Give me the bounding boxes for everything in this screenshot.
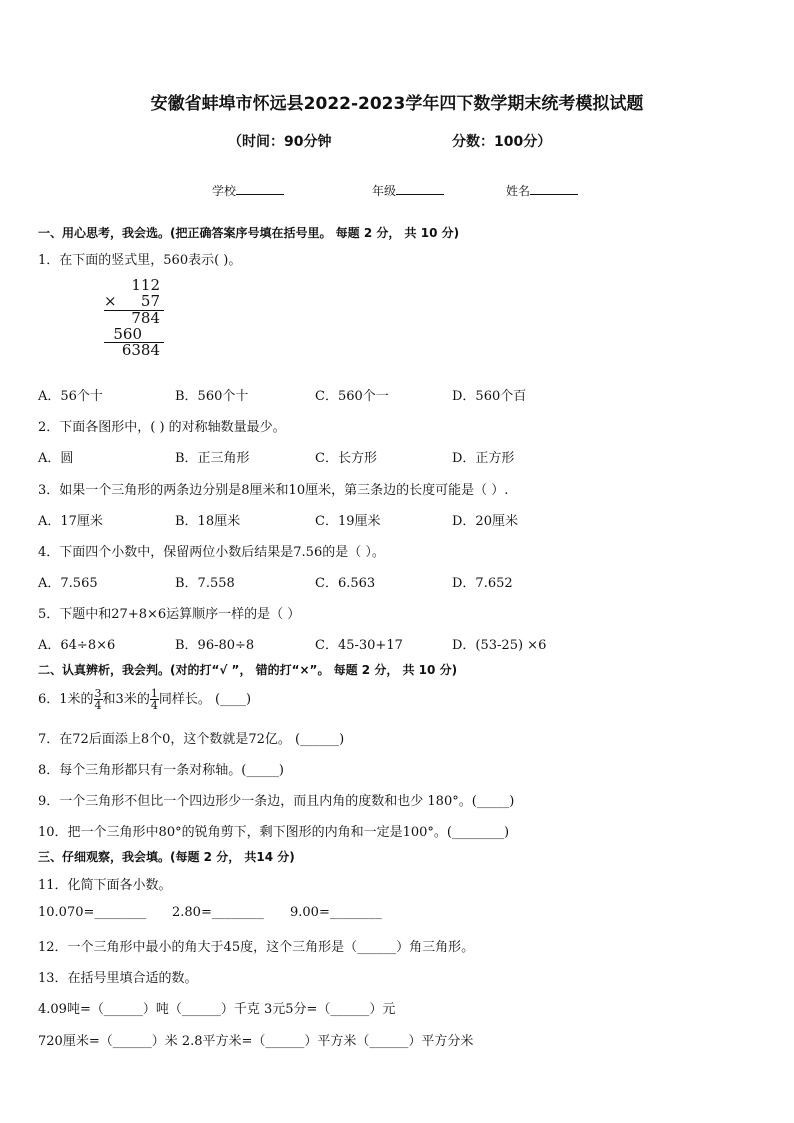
q4-option-a[interactable]: A．7.565 [38, 576, 98, 591]
question-10: 10．把一个三角形中80°的锐角剪下，剩下图形的内角和一定是100°。(________) [38, 825, 510, 840]
times-sign: × [104, 292, 117, 310]
q5-option-c[interactable]: C．45-30+17 [315, 638, 403, 653]
q3-option-a[interactable]: A．17厘米 [38, 514, 103, 529]
question-2: 2．下面各图形中，( ) 的对称轴数量最少。 [38, 420, 286, 435]
fraction-one-quarter [150, 688, 159, 711]
q13-line-2[interactable]: 720厘米=（______）米 2.8平方米=（______）平方米（______）平方分米 [38, 1034, 474, 1049]
question-7: 7．在72后面添上8个0，这个数就是72亿。 (______) [38, 732, 345, 747]
question-8: 8．每个三角形都只有一条对称轴。(_____) [38, 763, 284, 778]
q13-line-1[interactable]: 4.09吨=（______）吨（______）千克 3元5分=（______）元 [38, 1002, 396, 1017]
frac2-den: 4 [150, 699, 158, 712]
q4-option-b[interactable]: B．7.558 [175, 576, 235, 591]
q11-item-2[interactable]: 2.80=________ [172, 905, 264, 920]
question-3: 3．如果一个三角形的两条边分别是8厘米和10厘米，第三条边的长度可能是（ ）. [38, 483, 509, 498]
name-field[interactable] [506, 182, 578, 199]
mult-multiplier: 57 [140, 292, 160, 310]
mult-result: 6384 [121, 341, 160, 359]
section2-heading: 二、认真辨析，我会判。(对的打“√ ”， 错的打“×”。 每题 2 分， 共 10 分) [38, 663, 458, 677]
frac1-den: 4 [94, 699, 102, 712]
mult-partial-2: 560 [113, 325, 142, 343]
q3-option-c[interactable]: C．19厘米 [315, 514, 381, 529]
fraction-three-quarters [94, 688, 103, 711]
q2-option-b[interactable]: B．正三角形 [175, 451, 250, 466]
q2-option-c[interactable]: C．长方形 [315, 451, 377, 466]
mult-partial-1: 784 [131, 309, 160, 327]
q6-pre: 6．1米的 [38, 692, 94, 707]
q1-option-a[interactable]: A．56个十 [38, 389, 103, 404]
q6-post: 同样长。 (____) [158, 692, 252, 707]
q6-mid: 和3米的 [102, 692, 150, 707]
vertical-multiplication [100, 276, 170, 366]
q1-option-d[interactable]: D．560个百 [452, 389, 527, 404]
question-6 [38, 688, 251, 711]
q2-option-d[interactable]: D．正方形 [452, 451, 515, 466]
section1-heading: 一、用心思考，我会选。(把正确答案序号填在括号里。 每题 2 分， 共 10 分) [38, 226, 460, 240]
q1-option-c[interactable]: C．560个一 [315, 389, 389, 404]
section3-heading: 三、仔细观察，我会填。(每题 2 分， 共14 分) [38, 850, 295, 864]
school-label: 学校 [212, 184, 237, 198]
q5-option-a[interactable]: A．64÷8×6 [38, 638, 116, 653]
page-title: 安徽省蚌埠市怀远县2022-2023学年四下数学期末统考模拟试题 [150, 94, 644, 114]
name-blank[interactable] [530, 182, 578, 195]
school-field[interactable] [212, 182, 284, 199]
frac1-num: 3 [94, 687, 102, 700]
q1-option-b[interactable]: B．560个十 [175, 389, 249, 404]
exam-time: （时间：90分钟 [228, 134, 332, 150]
mult-multiplicand: 112 [131, 276, 160, 294]
q11-item-3[interactable]: 9.00=________ [290, 905, 382, 920]
question-5: 5．下题中和27+8×6运算顺序一样的是（ ） [38, 607, 301, 622]
q3-option-d[interactable]: D．20厘米 [452, 514, 518, 529]
school-blank[interactable] [236, 182, 284, 195]
grade-label: 年级 [372, 184, 397, 198]
q5-option-b[interactable]: B．96-80÷8 [175, 638, 255, 653]
question-11: 11．化简下面各小数。 [38, 878, 172, 893]
question-1: 1．在下面的竖式里，560表示( )。 [38, 253, 242, 268]
q2-option-a[interactable]: A．圆 [38, 451, 74, 466]
grade-blank[interactable] [396, 182, 444, 195]
question-9: 9．一个三角形不但比一个四边形少一条边，而且内角的度数和也少 180°。(_____) [38, 794, 515, 809]
exam-score: 分数：100分） [452, 134, 552, 150]
question-13: 13．在括号里填合适的数。 [38, 971, 198, 986]
frac2-num: 1 [150, 687, 158, 700]
question-12: 12．一个三角形中最小的角大于45度，这个三角形是（______）角三角形。 [38, 940, 475, 955]
q4-option-d[interactable]: D．7.652 [452, 576, 513, 591]
q4-option-c[interactable]: C．6.563 [315, 576, 376, 591]
grade-field[interactable] [372, 182, 444, 199]
name-label: 姓名 [506, 184, 531, 198]
question-4: 4．下面四个小数中，保留两位小数后结果是7.56的是（ ）。 [38, 545, 385, 560]
q11-item-1[interactable]: 10.070=________ [38, 905, 147, 920]
q5-option-d[interactable]: D．(53-25) ×6 [452, 638, 547, 653]
q3-option-b[interactable]: B．18厘米 [175, 514, 241, 529]
